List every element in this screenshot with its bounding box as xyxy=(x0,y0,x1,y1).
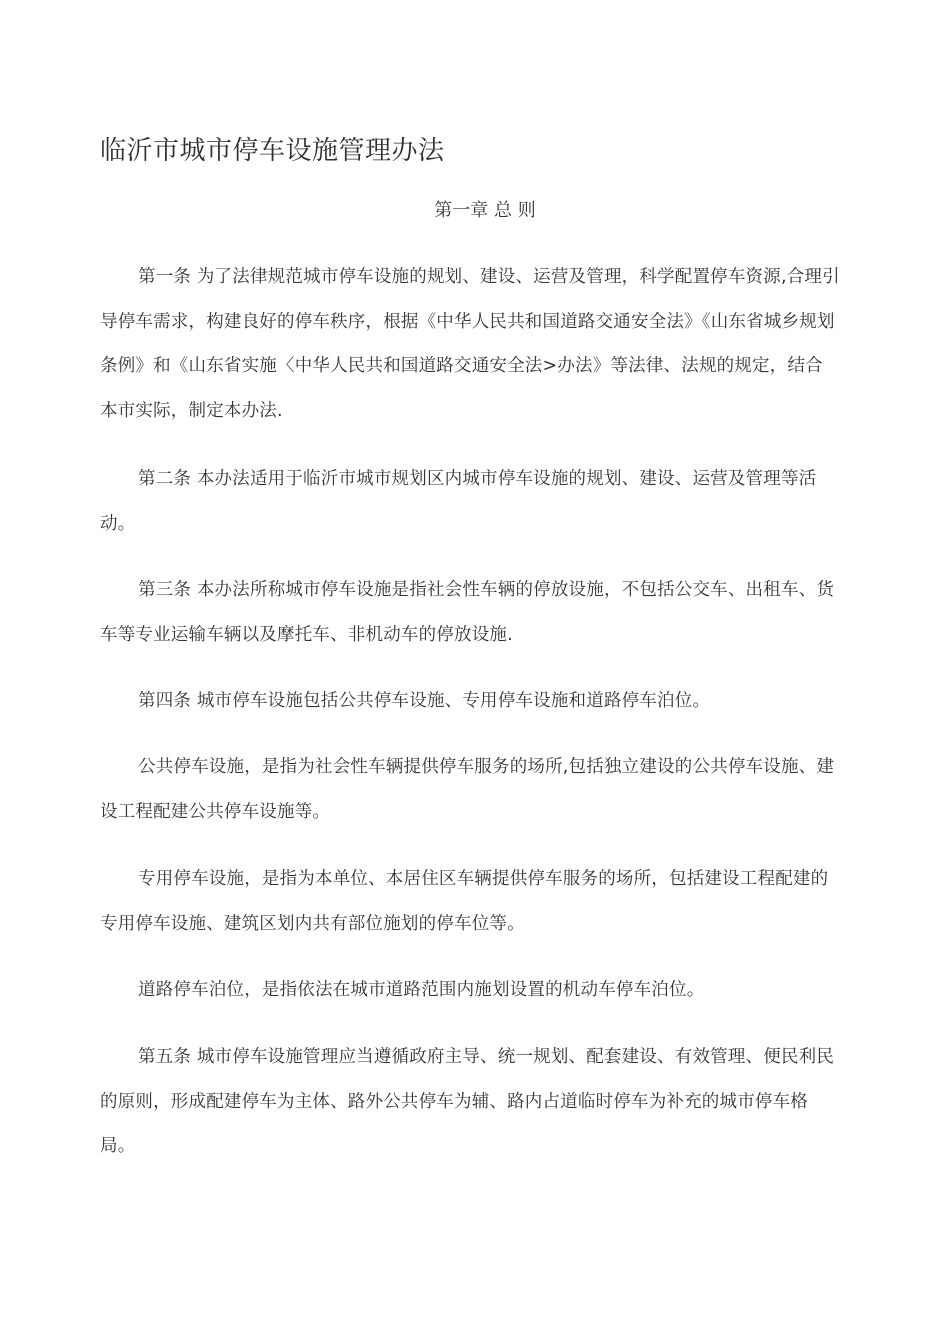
road-parking-definition-paragraph: 道路停车泊位，是指依法在城市道路范围内施划设置的机动车停车泊位。 xyxy=(138,980,705,1000)
article-1-paragraph: 第一条 为了法律规范城市停车设施的规划、建设、运营及管理，科学配置停车资源,合理引导停车需求，构建良好的停车秩序，根据《中华人民共和国道路交通安全法》《山东省城乡规划条例》和《山东省实施〈中华人民共和国道路交通安全法>办法》等法律、法规的规定，结合本市实际，制定本办法. xyxy=(100,267,840,421)
chapter-heading: 第一章 总 则 xyxy=(434,200,536,221)
dedicated-parking-definition-paragraph: 专用停车设施，是指为本单位、本居住区车辆提供停车服务的场所，包括建设工程配建的专用停车设施、建筑区划内共有部位施划的停车位等。 xyxy=(100,869,829,934)
article-2-paragraph: 第二条 本办法适用于临沂市城市规划区内城市停车设施的规划、建设、运营及管理等活动。 xyxy=(100,469,817,534)
article-5-paragraph: 第五条 城市停车设施管理应当遵循政府主导、统一规划、配套建设、有效管理、便民利民的原则，形成配建停车为主体、路外公共停车为辅、路内占道临时停车为补充的城市停车格局。 xyxy=(100,1047,835,1156)
article-4-paragraph: 第四条 城市停车设施包括公共停车设施、专用停车设施和道路停车泊位。 xyxy=(138,691,711,711)
public-parking-definition-paragraph: 公共停车设施，是指为社会性车辆提供停车服务的场所,包括独立建设的公共停车设施、建设工程配建公共停车设施等。 xyxy=(100,757,835,822)
document-title: 临沂市城市停车设施管理办法 xyxy=(100,136,445,166)
article-3-paragraph: 第三条 本办法所称城市停车设施是指社会性车辆的停放设施，不包括公交车、出租车、货车等专业运输车辆以及摩托车、非机动车的停放设施. xyxy=(100,580,835,645)
